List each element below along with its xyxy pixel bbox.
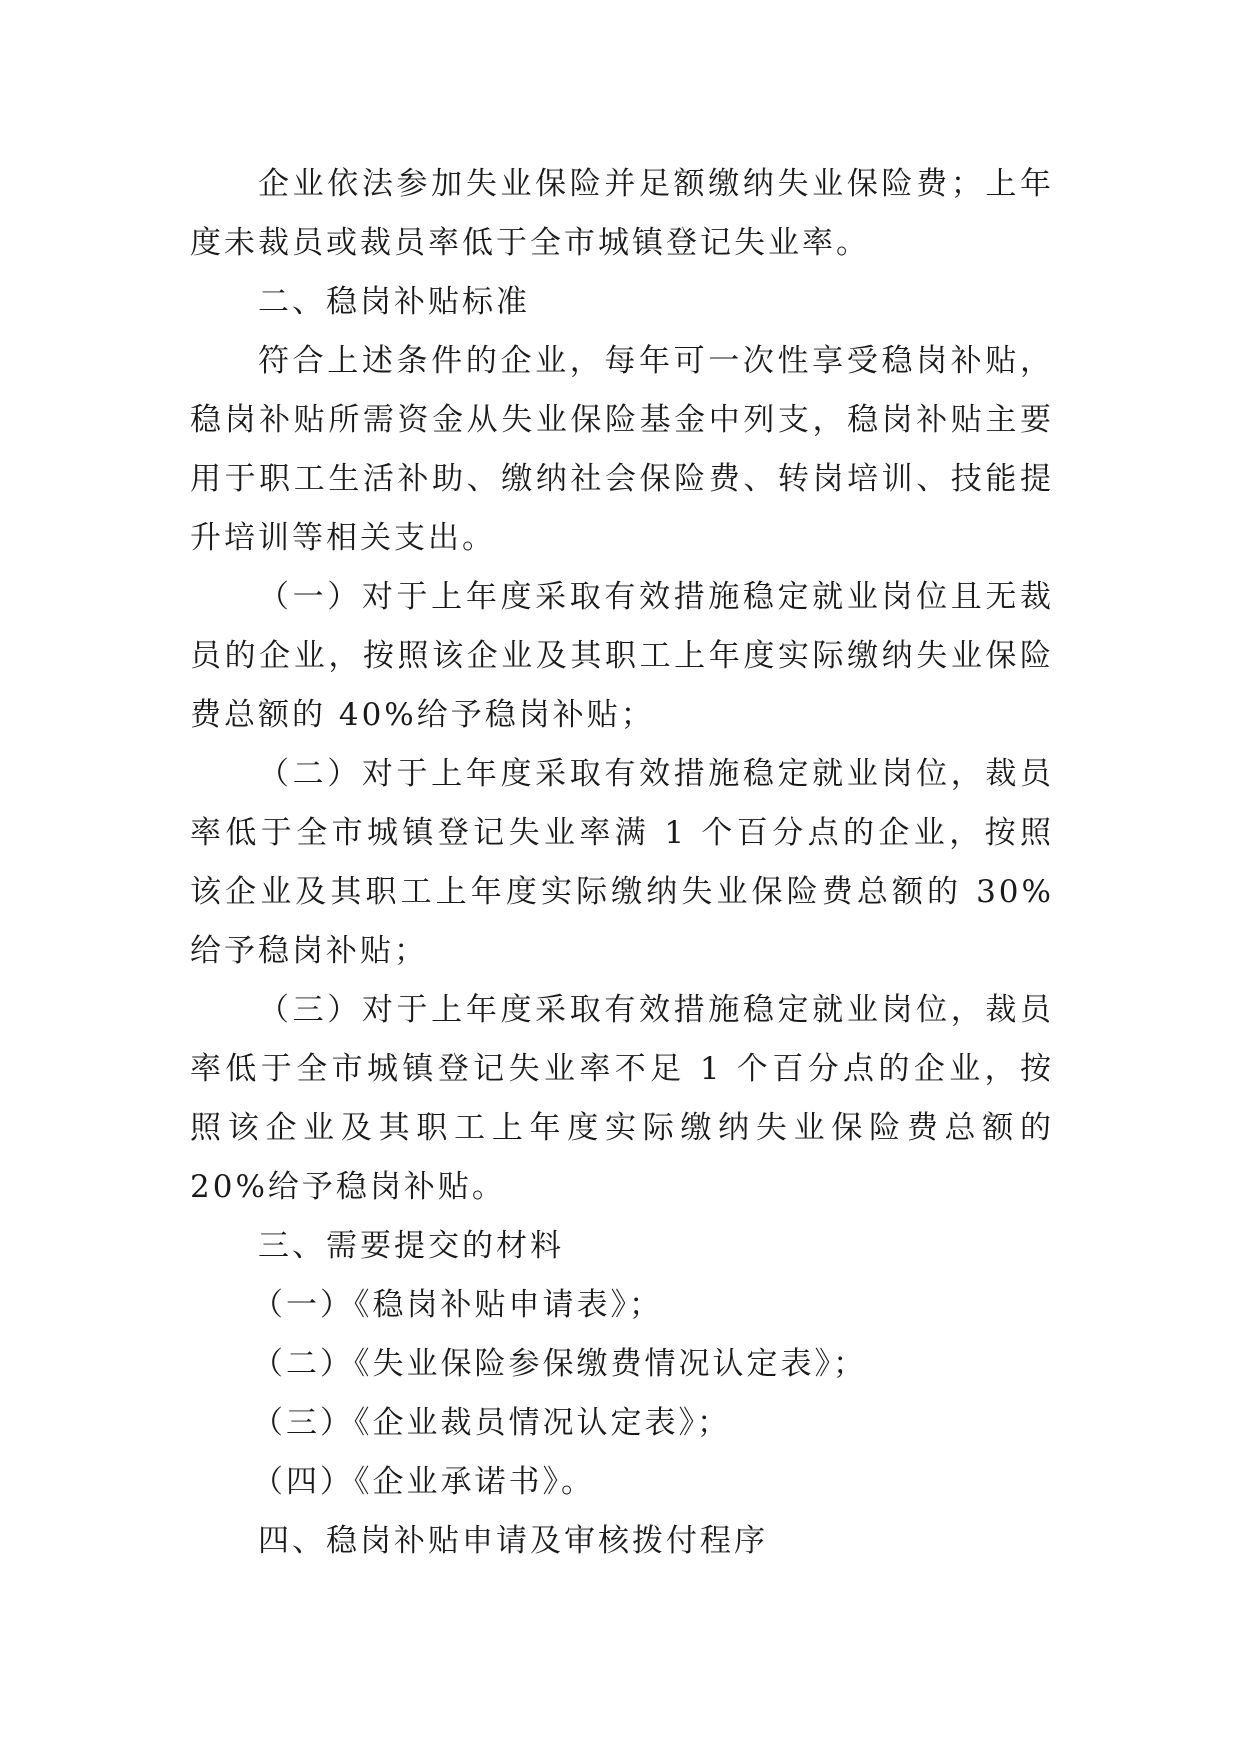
standard-item-two: （二）对于上年度采取有效措施稳定就业岗位，裁员率低于全市城镇登记失业率满 1 个百分点的企业，按照该企业及其职工上年度实际缴纳失业保险费总额的 30%给予稳岗补贴；	[190, 756, 1054, 969]
material-item-two: （二）《失业保险参保缴费情况认定表》；	[252, 1346, 867, 1382]
standard-item-three: （三）对于上年度采取有效措施稳定就业岗位，裁员率低于全市城镇登记失业率不足 1 个百分点的企业，按照该企业及其职工上年度实际缴纳失业保险费总额的 20%给予稳岗补贴。	[190, 992, 1054, 1205]
material-item-three: （三）《企业裁员情况认定表》；	[252, 1405, 731, 1441]
material-item-four: （四）《企业承诺书》。	[252, 1464, 595, 1500]
eligibility-paragraph: 企业依法参加失业保险并足额缴纳失业保险费；上年度未裁员或裁员率低于全市城镇登记失业率。	[190, 166, 1054, 261]
standard-item-one: （一）对于上年度采取有效措施稳定就业岗位且无裁员的企业，按照该企业及其职工上年度实际缴纳失业保险费总额的 40%给予稳岗补贴；	[190, 579, 1054, 733]
section-four-heading: 四、稳岗补贴申请及审核拨付程序	[258, 1523, 768, 1559]
section-three-heading: 三、需要提交的材料	[258, 1228, 564, 1264]
section-two-heading: 二、稳岗补贴标准	[258, 284, 530, 320]
document-page	[190, 155, 1054, 1571]
material-item-one: （一）《稳岗补贴申请表》；	[252, 1287, 663, 1323]
subsidy-standard-paragraph: 符合上述条件的企业，每年可一次性享受稳岗补贴，稳岗补贴所需资金从失业保险基金中列支，稳岗补贴主要用于职工生活补助、缴纳社会保险费、转岗培训、技能提升培训等相关支出。	[190, 343, 1054, 556]
